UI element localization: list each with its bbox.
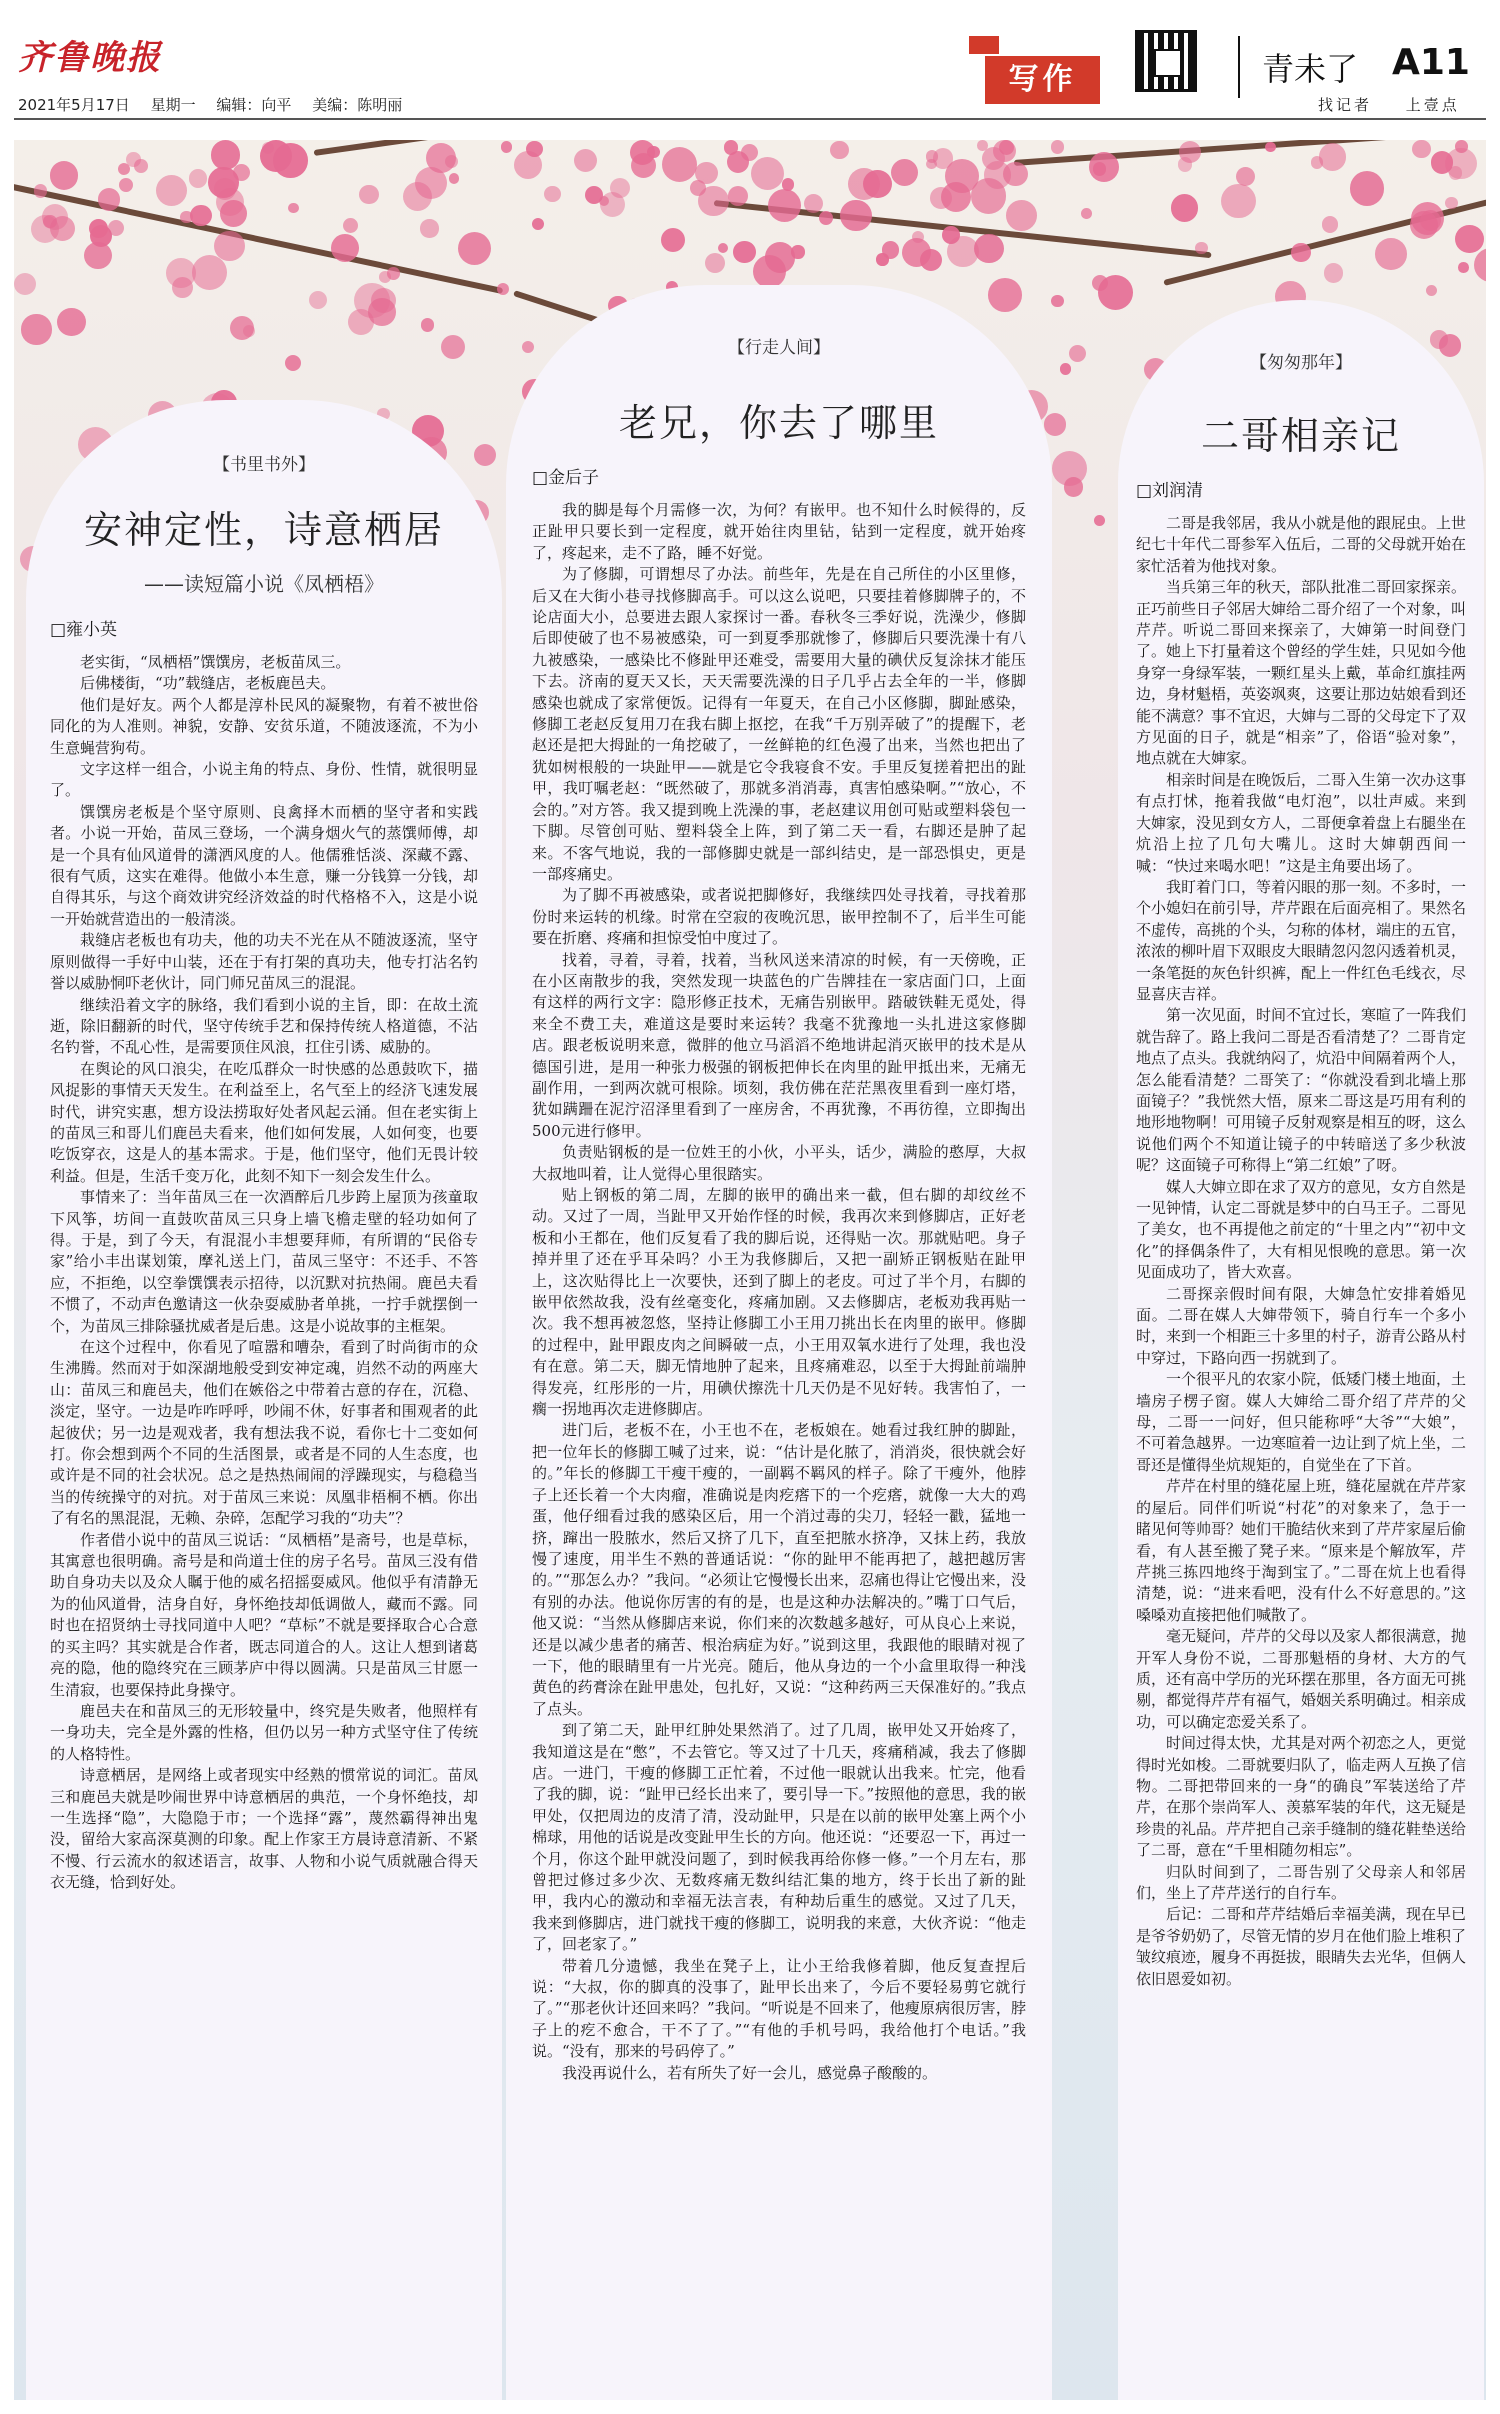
blossom-decoration [214, 231, 245, 262]
editor-credit: 编辑：向平 [216, 96, 292, 114]
blossom-decoration [343, 218, 358, 233]
blossom-decoration [1060, 363, 1072, 375]
blossom-decoration [309, 291, 327, 309]
article-middle [506, 285, 1052, 2400]
blossom-decoration [260, 140, 292, 172]
blossom-decoration [441, 335, 465, 359]
article-paragraph: 后佛楼街，“功”载缝店，老板鹿邑夫。 [80, 674, 336, 693]
blossom-decoration [662, 147, 697, 182]
blossom-decoration [354, 283, 390, 319]
article-body [532, 500, 1026, 2084]
article-paragraph: 事情来了：当年苗凤三在一次酒醉后几步跨上屋顶为孩童取下风筝，坊间一直鼓吹苗凤三只身上墙飞檐走壁的轻功如何了得。于是，到了今天，有混混小丰想要拜师，有所谓的“民俗专家”给小丰出谋划策，摩礼送上门，苗凤三坚守：不还手、不答应，不拒绝，以空拳馔馔表示招待，以沉默对抗热闹。鹿邑夫看不惯了，不动声色邀请这一伙杂耍威胁者单挑，一拧手就摆倒一个，为苗凤三排除骚扰威者是后患。这是小说故事的主框架。 [50, 1188, 478, 1335]
article-paragraph: 老实街，“凤栖梧”馔馔房，老板苗凤三。 [80, 653, 351, 671]
article-subtitle: ——读短篇小说《凤栖梧》 [144, 572, 384, 596]
blossom-decoration [947, 236, 979, 268]
blossom-decoration [1094, 515, 1105, 526]
blossom-decoration [971, 178, 1007, 214]
blossom-decoration [1291, 243, 1311, 263]
blossom-decoration [156, 175, 187, 206]
article-paragraph: 馔馔房老板是个坚守原则、良禽择木而栖的坚守者和实践者。小说一开始，苗凤三登场，一个满身烟火气的蒸馔师傅，却是一个具有仙风道骨的潇洒风度的人。他儒雅恬淡、深藏不露、很有气质，这实在难得。他做小本生意，赚一分钱算一分钱，却自得其乐，与这个商效讲究经济效益的时代格格不入，这是小说一开始就营造出的一般清淡。 [50, 802, 478, 928]
blossom-decoration [1195, 242, 1207, 254]
article-paragraph: 我盯着门口，等着闪眼的那一刻。不多时，一个小媳妇在前引导，芹芹跟在后面亮相了。果然名不虚传，高挑的个头，匀称的体材，端庄的五官，浓浓的柳叶眉下双眼皮大眼睛忽闪忽闪透着机灵，一条笔挺的灰色针织裤，配上一件红色毛线衣，尽显喜庆吉祥。 [1136, 877, 1467, 1003]
blossom-decoration [1455, 225, 1484, 254]
blossom-decoration [1098, 275, 1133, 310]
blossom-decoration [421, 318, 434, 331]
article-paragraph: 媒人大婶立即在求了双方的意见，女方自然是一见钟情，认定二哥就是梦中的白马王子。二哥见了美女，也不再提他之前定的“十里之内”“初中文化”的择偶条件了，大有相见恨晚的意思。第一次见面成功了，皆大欢喜。 [1136, 1177, 1467, 1282]
date-line [18, 94, 418, 115]
article-paragraph: 我没再说什么，若有所失了好一会儿，感觉鼻子酸酸的。 [562, 2063, 938, 2082]
blossom-decoration [544, 186, 560, 202]
section-badge: 写作 [985, 56, 1100, 104]
blossom-decoration [1006, 200, 1037, 231]
article-paragraph: 负责贴钢板的是一位姓王的小伙，小平头，话少，满脸的憨厚，大叔大叔地叫着，让人觉得心里很踏实。 [532, 1143, 1026, 1183]
article-paragraph: 文字这样一组合，小说主角的特点、身份、性情，就很明显了。 [50, 760, 478, 800]
blossom-decoration [718, 243, 728, 253]
blossom-decoration [285, 355, 301, 371]
article-paragraph: 一个很平凡的农家小院，低矮门楼土地面，土墙房子楞子窗。媒人大婶给二哥介绍了芹芹的父母，二哥一一问好，但只能称呼“大爷”“大娘”，不可着急越界。一边寒暄着一边让到了炕上坐，二哥还是懂得坐炕规矩的，自觉坐在了下首。 [1136, 1370, 1467, 1474]
page-number: A11 [1392, 42, 1470, 83]
blossom-decoration [941, 182, 971, 212]
blossom-decoration [189, 169, 207, 187]
article-byline: □金后子 [532, 468, 600, 488]
blossom-decoration [1051, 295, 1064, 308]
article-paragraph: 我的脚是每个月需修一次，为何？有嵌甲。也不知什么时候得的，反正趾甲只要长到一定程度，就开始往肉里钻，钻到一定程度，就开始疼了，疼起来，走不了路，睡不好觉。 [532, 501, 1026, 562]
blossom-decoration [415, 167, 447, 199]
blossom-decoration [993, 140, 1015, 162]
blossom-decoration [690, 180, 706, 196]
blossom-decoration [57, 308, 85, 336]
reporter-text-1: 找记者 [1318, 96, 1373, 114]
article-paragraph: 他们是好友。两个人都是淳朴民风的凝聚物，有着不被世俗同化的为人准则。神貌，安静、安贫乐道，不随波逐流，不为小生意蝇营狗苟。 [50, 695, 478, 757]
blossom-decoration [1081, 208, 1092, 219]
blossom-decoration [1439, 334, 1461, 356]
blossom-decoration [1410, 211, 1438, 239]
reporter-line [1292, 94, 1460, 115]
blossom-decoration [449, 173, 459, 183]
blossom-decoration [1265, 142, 1276, 153]
article-paragraph: 当兵第三年的秋天，部队批准二哥回家探亲。正巧前些日子邻居大婶给二哥介绍了一个对象，叫芹芹。听说二哥回来探亲了，大婶第一时间登门了。她上下打量着这个曾经的学生娃，只见如今他身穿一身绿军装，一颗红星头上戴，革命红旗挂两边，身材魁梧，英姿飒爽，这要让那边姑娘看到还能不满意？事不宜迟，大婶与二哥的父母定下了双方见面的日子，就是“相亲”了，俗语“验对象”，地点就在大婶家。 [1136, 578, 1467, 768]
article-paragraph: 栽缝店老板也有功夫，他的功夫不光在从不随波逐流，坚守原则做得一手好中山装，还在于有打架的真功夫，他专打沾名钓誉以威胁恫吓老伙计，同门师兄苗凤三的混混。 [50, 931, 478, 993]
blossom-decoration [1069, 345, 1086, 362]
article-tag: 【书里书外】 [213, 455, 315, 475]
article-body [50, 652, 478, 1894]
blossom-decoration [1236, 167, 1255, 186]
page-name: 青未了 [1262, 50, 1359, 88]
blossom-decoration [1051, 140, 1064, 153]
blossom-decoration [458, 232, 492, 266]
article-paragraph: 在这个过程中，你看见了喧嚣和嘈杂，看到了时尚街市的众生沸腾。然而对于如深湖地般受到安神定魂，岿然不动的两座大山：苗凤三和鹿邑夫，他们在嫉俗之中带着古意的存在，沉稳、淡定，坚守。一边是咋咋呼呼，吵闹不休，好事者和围观者的此起彼伏；另一边是观戏者，我有想法我不说，看你七十二变如何打。你会想到两个不同的生活图景，或者是不同的人生态度，也或许是不同的社会状况。总之是热热闹闹的浮躁现实，与稳稳当当的传统操守的对抗。对于苗凤三来说：凤凰非梧桐不栖。你出了有名的黑混混，无赖、杂碎，怎配学习我的“功夫”？ [50, 1338, 478, 1528]
blossom-decoration [1431, 151, 1454, 174]
blossom-decoration [288, 203, 299, 214]
issue-date: 2021年5月17日 [18, 96, 130, 114]
reporter-text-2: 上壹点 [1405, 96, 1460, 114]
article-paragraph: 进门后，老板不在，小王也不在，老板娘在。她看过我红肿的脚趾，把一位年长的修脚工喊了过来，说：“估计是化脓了，消消炎，很快就会好的。”年长的修脚工干瘦干瘦的，一副羁不羁风的样子。除了干瘦外，他脖子上还长着一个大肉瘤，准确说是肉疙瘩下的一个疙瘩，就像一大大的鸡蛋，他仔细看过我的感染区后，用一个消过毒的尖刀，轻轻一戳，猛地一挤，蹿出一股脓水，然后又挤了几下，直至把脓水挤净，又抹上药，我放慢了速度，用半生不熟的普通话说：“你的趾甲不能再把了，越把越厉害的。”“那怎么办？”我问。“必须让它慢慢长出来，忍痛也得让它慢出来，没有别的办法。他说你厉害的有的是，也是这种办法解决的。”嘴丁口气后，他又说：“当然从修脚店来说，你们来的次数越多越好，可从良心上来说，还是以减少患者的痛苦、根治病症为好。”说到这里，我跟他的眼睛对视了一下，他的眼睛里有一片光亮。随后，他从身边的一个小盒里取得一种浅黄色的药膏涂在趾甲患处，包扎好，又说：“这种药两三天保准好的。”我点了点头。 [532, 1421, 1026, 1718]
header-divider [1238, 36, 1240, 98]
article-paragraph: 二哥是我邻居，我从小就是他的跟屁虫。上世纪七十年代二哥参军入伍后，二哥的父母就开始在家忙活着为他找对象。 [1136, 514, 1467, 575]
article-paragraph: 继续沿着文字的脉络，我们看到小说的主旨，即：在故土流逝，除旧翻新的时代，坚守传统手艺和保持传统人格道德，不沾名钓誉，不乱心性，是需要顶住风浪，扛住引诱、威胁的。 [50, 995, 478, 1057]
blossom-decoration [574, 149, 598, 173]
blossom-decoration [1324, 263, 1343, 282]
blossom-decoration [819, 211, 833, 225]
blossom-decoration [190, 205, 211, 226]
section-badge-tab [969, 36, 999, 54]
blossom-decoration [1412, 140, 1430, 158]
blossom-decoration [733, 241, 755, 263]
blossom-decoration [891, 159, 919, 187]
blossom-decoration [600, 192, 625, 217]
blossom-decoration [474, 444, 496, 466]
blossom-decoration [661, 228, 685, 252]
article-title: 老兄，你去了哪里 [618, 401, 939, 445]
blossom-decoration [1171, 194, 1198, 221]
blossom-decoration [751, 157, 784, 190]
blossom-decoration [920, 249, 942, 271]
blossom-decoration [1375, 238, 1406, 269]
blossom-decoration [1322, 216, 1338, 232]
blossom-decoration [243, 325, 256, 338]
article-title: 安神定性，诗意栖居 [83, 508, 444, 552]
article-paragraph: 第一次见面，时间不宜过长，寒暄了一阵我们就告辞了。路上我问二哥是否看清楚了？二哥肯定地点了点头。我就纳闷了，炕沿中间隔着两个人，怎么能看清楚？二哥笑了：“你就没看到北墙上那面镜子？”我恍然大悟，原来二哥这是巧用有利的地形地物啊！可用镜子反射观察是相互的呀，这么说他们两个不知道让镜子的中转暗送了多少秋波呢？这面镜子可称得上“第二红娘”了呀。 [1136, 1006, 1467, 1175]
article-tag: 【匆匆那年】 [1250, 353, 1352, 373]
article-paragraph: 芹芹在村里的缝花屋上班，缝花屋就在芹芹家的屋后。同伴们听说“村花”的对象来了，急于一睹见何等帅哥？她们干脆结伙来到了芹芹家屋后偷看，有人甚至搬了凳子来。“原来是个解放军，芹芹挑三拣四地终于淘到宝了。”二哥在炕上也看得清楚，说：“进来看吧，没有什么不好意思的。”这嗓嗓劝直接把他们喊散了。 [1136, 1477, 1467, 1624]
blossom-decoration [1311, 156, 1324, 169]
article-left [26, 400, 502, 2400]
article-paragraph: 带着几分遗憾，我坐在凳子上，让小王给我修着脚，他反复查捏后说：“大叔，你的脚真的没事了，趾甲长出来了，今后不要轻易剪它就行了。”“那老伙计还回来吗？”我问。“听说是不回来了，他瘦原病很厉害，脖子上的疙不愈合，干不了了。”“有他的手机号吗，我给他打个电话。”我说。“没有，那来的号码停了。” [532, 1956, 1026, 2061]
blossom-decoration [43, 215, 57, 229]
blossom-decoration [522, 341, 534, 353]
article-paragraph: 诗意栖居，是网络上或者现实中经熟的惯常说的词汇。苗凤三和鹿邑夫就是吵闹世界中诗意栖居的典范，一个身怀绝技，却一生选择“隐”，大隐隐于市；一个选择“露”，蔑然霸得神出鬼没，留给大家高深莫测的印象。配上作家王方晨诗意清新、不紧不慢、行云流水的叙述语言，故事、人物和小说气质就融合得天衣无缝，恰到好处。 [50, 1766, 478, 1892]
blossom-decoration [379, 271, 391, 283]
blossom-decoration [840, 200, 871, 231]
blossom-decoration [208, 167, 238, 197]
article-paragraph: 为了修脚，可谓想尽了办法。前些年，先是在自己所住的小区里修，后又在大街小巷寻找修脚高手。可以这么说吧，只要挂着修脚牌子的，不论店面大小，总要进去跟人家探讨一番。春秋冬三季好说，洗澡少，修脚后即使破了也不易被感染，可一到夏季那就惨了，修脚后只要洗澡十有八九被感染，一感染比不修趾甲还难受，需要用大量的碘伏反复涂抹才能压下去。济南的夏天又长，天天需要洗澡的日子几乎占去全年的一半，修脚感染也就成了家常便饭。记得有一年夏天，在自己小区修脚，脚趾感染，修脚工老赵反复用刀在我右脚上抠挖，在我“千万别弄破了”的提醒下，老赵还是把大拇趾的一角挖破了，一丝鲜艳的红色漫了出来，当然也把出了犹如树根般的一块趾甲——就是它令我寝食不安。手里反复搓着把出的趾甲，我叮嘱老赵：“既然破了，那就多消消毒，真害怕感染啊。”“放心，不会的。”对方答。我又提到晚上洗澡的事，老赵建议用创可贴或塑料袋包一下脚。尽管创可贴、塑料袋全上阵，到了第二天一看，右脚还是肿了起来。不客气地说，我的一部修脚史就是一部纠结史，是一部恐惧史，更是一部疼痛史。 [532, 565, 1026, 883]
article-paragraph: 归队时间到了，二哥告别了父母亲人和邻居们，坐上了芹芹送行的自行车。 [1136, 1862, 1466, 1902]
blossom-decoration [50, 161, 78, 189]
article-paragraph: 在舆论的风口浪尖，在吃瓜群众一时快感的怂恿鼓吹下，描风捉影的事情天天发生。在利益至上，名气至上的经济飞速发展时代，讲究实惠，想方设法捞取好处者风起云涌。但在老实街上的苗凤三和哥儿们鹿邑夫看来，他们如何发展，人如何变，也要吃饭穿衣，这是人的基本需求。于是，他们坚守，他们无畏计较利益。但是，生活千变万化，此刻不知下一刻会发生什么。 [50, 1059, 478, 1185]
blossom-decoration [1474, 248, 1486, 283]
article-paragraph: 毫无疑问，芹芹的父母以及家人都很满意，抛开军人身份不说，二哥那魁梧的身材、大方的气质，还有高中学历的光环摆在那里，各方面无可挑剔，都觉得芹芹有福气，婚姻关系明确过。相亲成功，可以确定恋爱关系了。 [1136, 1627, 1467, 1731]
article-paragraph: 后记：二哥和芹芹结婚后幸福美满，现在早已是爷爷奶奶了，尽管无情的岁月在他们脸上堆积了皱纹痕迹，履身不再挺拔，眼睛失去光华，但俩人依旧恩爱如初。 [1136, 1905, 1467, 1988]
blossom-decoration [768, 189, 801, 222]
article-tag: 【行走人间】 [728, 338, 830, 358]
branch-decoration [314, 140, 909, 156]
article-paragraph: 贴上钢板的第二周，左脚的嵌甲的确出来一截，但右脚的却纹丝不动。又过了一周，当趾甲又开始作怪的时候，我再次来到修脚店，正好老板和小王都在，他们反复看了我的脚后说，还得贴一次。那就贴吧。身子掉并里了还在乎耳朵吗？小王为我修脚后，又把一副矫正钢板贴在趾甲上，这次贴得比上一次要快，还到了脚上的老皮。可过了半个月，右脚的嵌甲依然故我，没有丝毫变化，疼痛加剧。又去修脚店，老板劝我再贴一次。我不想再被忽悠，坚持让修脚工小王用刀挑出长在肉里的嵌甲。修脚的过程中，趾甲跟皮肉之间瞬破一点，小王用双氧水进行了处理，我也没有在意。第二天，脚无情地肿了起来，且疼痛难忍，以至于大拇趾前端肿得发亮，红彤彤的一片，用碘伏擦洗十几天仍是不见好转。我害怕了，一瘸一拐地再次走进修脚店。 [532, 1186, 1026, 1419]
article-byline: □刘润清 [1136, 481, 1204, 501]
blossom-decoration [1458, 262, 1469, 273]
blossom-decoration [727, 151, 749, 173]
blossom-decoration [1350, 171, 1384, 205]
blossom-decoration [89, 219, 108, 238]
blossom-decoration [98, 188, 121, 211]
blossom-decoration [1426, 285, 1437, 296]
blossom-decoration [876, 253, 888, 265]
blossom-decoration [974, 234, 1004, 264]
article-paragraph: 为了脚不再被感染，或者说把脚修好，我继续四处寻找着，寻找着那份时来运转的机缘。时常在空寂的夜晚沉思，嵌甲控制不了，后半生可能要在折磨、疼痛和担惊受怕中度过了。 [532, 886, 1026, 948]
blossom-decoration [705, 253, 725, 273]
blossom-decoration [526, 141, 543, 158]
qr-code-icon [1135, 30, 1197, 92]
blossom-decoration [126, 152, 141, 167]
article-paragraph: 鹿邑夫在和苗凤三的无形较量中，终究是失败者，他照样有一身功夫，完全是外露的性格，但仍以另一种方式坚守住了传统的人格特性。 [50, 1701, 478, 1763]
blossom-decoration [1044, 413, 1066, 435]
article-body [1136, 513, 1466, 1990]
blossom-decoration [765, 242, 796, 273]
blossom-decoration [1052, 451, 1087, 486]
blossom-decoration [863, 170, 891, 198]
blossom-decoration [926, 159, 937, 170]
masthead-logo: 齐鲁晚报 [18, 38, 162, 78]
blossom-decoration [359, 185, 379, 205]
blossom-decoration [1319, 143, 1346, 170]
blossom-decoration [1179, 141, 1201, 163]
article-right [1118, 300, 1484, 2400]
blossom-decoration [119, 178, 133, 192]
header-rule [14, 118, 1486, 120]
blossom-decoration [1089, 152, 1119, 182]
blossom-decoration [420, 219, 438, 237]
article-paragraph: 相亲时间是在晚饭后，二哥入生第一次办这事有点打怵，拖着我做“电灯泡”，以壮声威。来到大婶家，没见到女方人，二哥便拿着盘上右腿坐在炕沿上拉了几句大嘴儿。这时大婶朝西间一喊：“快过来喝水吧！”这是主角要出场了。 [1136, 770, 1467, 875]
blossom-decoration [14, 273, 36, 295]
blossom-decoration [1221, 184, 1255, 218]
blossom-decoration [34, 184, 47, 197]
blossom-decoration [830, 141, 848, 159]
blossom-decoration [988, 278, 1022, 312]
blossom-decoration [192, 255, 227, 290]
blossom-decoration [497, 283, 509, 295]
article-paragraph: 二哥探亲假时间有限，大婶急忙安排着婚见面。二哥在媒人大婶带领下，骑自行车一个多小时，来到一个相距三十多里的村子，游青公路从村中穿过，下路向西一拐就到了。 [1136, 1284, 1467, 1367]
article-paragraph: 时间过得太快，尤其是对两个初恋之人，更觉得时光如梭。二哥就要归队了，临走两人互换了信物。二哥把带回来的一身“的确良”军装送给了芹芹，在那个崇尚军人、羡慕军装的年代，这无疑是珍贵的礼品。芹芹把自己亲手缝制的缝花鞋垫送给了二哥，意在“千里相随勿相忘”。 [1136, 1734, 1467, 1860]
article-byline: □雍小英 [50, 620, 118, 640]
designer-credit: 美编：陈明丽 [312, 96, 403, 114]
blossom-decoration [331, 234, 359, 262]
blossom-decoration [501, 141, 513, 153]
blossom-decoration [532, 218, 544, 230]
page-header [0, 0, 1500, 140]
article-paragraph: 到了第二天，趾甲红肿处果然消了。过了几周，嵌甲处又开始疼了，我知道这是在“憋”，不去管它。等又过了十几天，疼痛稍减，我去了修脚店。一进门，干瘦的修脚工正忙着，不过他一眼就认出我来。忙完，他看了我的脚，说：“趾甲已经长出来了，要引导一下。”按照他的意思，我的嵌甲处，仅把周边的皮清了清，没动趾甲，只是在以前的嵌甲处塞上两个小棉球，用他的话说是改变趾甲生长的方向。他还说：“还要忍一下，再过一个月，你这个趾甲就没问题了，到时候我再给你修一修。”一个月左右，那曾把过修过多少次、无数疼痛无数纠结汇集的地方，终于长出了新的趾甲，我内心的激动和幸福无法言表，有种劫后重生的感觉。又过了几天，我来到修脚店，进门就找干瘦的修脚工，说明我的来意，大伙齐说：“他走了，回老家了。” [532, 1721, 1026, 1954]
article-paragraph: 找着，寻着，寻着，找着，当秋风送来清凉的时候，有一天傍晚，正在小区南散步的我，突然发现一块蓝色的广告牌挂在一家店面门口，上面有这样的两行文字：隐形修正技术，无痛告别嵌甲。踏破铁鞋无觅处，得来全不费工夫，难道这是要时来运转？我毫不犹豫地一头扎进这家修脚店。跟老板说明来意，微胖的他立马滔滔不绝地讲起消灭嵌甲的技术是从德国引进，是用一种张力极强的钢板把伸长在肉里的趾甲抵出来，无痛无副作用，一到两次就可根除。顷刻，我仿佛在茫茫黑夜里看到一座灯塔，犹如蹒跚在泥泞沼泽里看到了一座房舍，不再犹豫，不再彷徨，立即掏出500元进行修甲。 [532, 950, 1026, 1140]
blossom-decoration [21, 314, 51, 344]
issue-weekday: 星期一 [150, 96, 196, 114]
blossom-decoration [166, 258, 196, 288]
blossom-decoration [977, 140, 987, 150]
article-title: 二哥相亲记 [1200, 414, 1401, 458]
article-paragraph: 作者借小说中的苗凤三说话：“凤栖梧”是斋号，也是草标，其寓意也很明确。斋号是和尚道士住的房子名号。苗凤三没有借助自身功夫以及众人瞩于他的威名招摇耍威风。他似乎有清静无为的仙风道骨，洁身自好，身怀绝技却低调做人，藏而不露。同时也在招贤纳士寻找同道中人吧？“草标”不就是要择取合心合意的买主吗？其实就是合作者，既志同道合的人。这让人想到诸葛亮的隐，他的隐终究在三顾茅庐中得以圆满。只是苗凤三甘愿一生清寂，也要保持此身操守。 [50, 1530, 478, 1699]
